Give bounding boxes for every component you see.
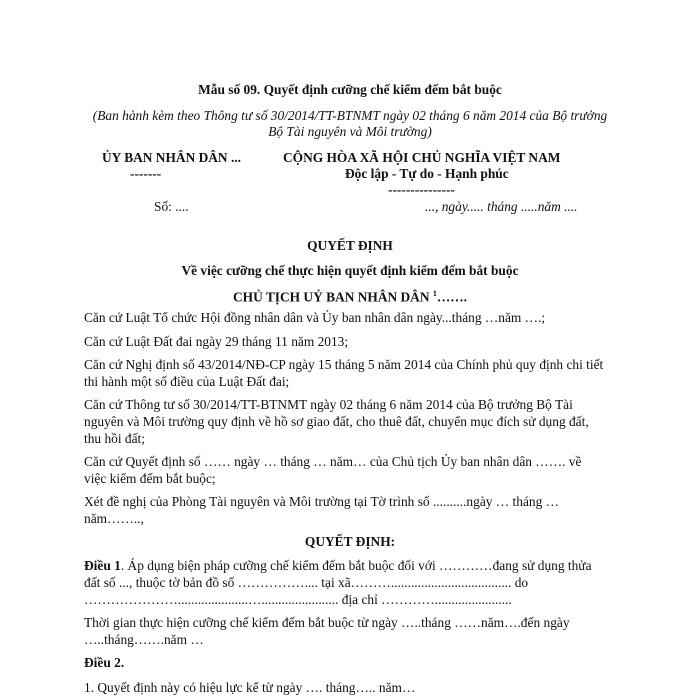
article-1-line-2: đất số ..., thuộc tờ bản đồ số …………….... tại xã……….................................... do — [84, 575, 529, 590]
chairman-title: CHỦ TỊCH UỶ BAN NHÂN DÂN — [232, 289, 430, 305]
basis-line: nguyên và Môi trường quy định về hồ sơ giao đất, cho thuê đất, chuyển mục đích sử dụng đất, — [84, 414, 589, 429]
article-1-time-line-1: Thời gian thực hiện cưỡng chế kiểm đếm bắt buộc từ ngày …..tháng ……năm….đến ngày — [84, 615, 570, 630]
date-line: ..., ngày..... tháng .....năm .... — [425, 199, 578, 214]
article-1-text: . Áp dụng biện pháp cưỡng chế kiểm đếm bắt buộc đối với …………đang sử dụng thửa — [120, 558, 592, 573]
chairman-tail: ……. — [436, 289, 468, 305]
basis-line: Căn cứ Quyết định số …… ngày … tháng … năm… của Chủ tịch Ủy ban nhân dân ……. về — [84, 454, 582, 469]
article-2-item-1: 1. Quyết định này có hiệu lực kể từ ngày …. tháng….. năm… — [84, 680, 416, 695]
chairman-footnote-mark: 1 — [432, 289, 437, 298]
decision-title: QUYẾT ĐỊNH — [307, 238, 393, 253]
basis-line: thu hồi đất; — [84, 431, 145, 446]
authority-name: ỦY BAN NHÂN DÂN ... — [102, 150, 241, 165]
motto-rule: --------------- — [388, 182, 455, 197]
issued-note-line-1: (Ban hành kèm theo Thông tư số 30/2014/TT-BTNMT ngày 02 tháng 6 năm 2014 của Bộ trưởng — [92, 108, 608, 123]
chairman-heading — [0, 286, 700, 305]
issued-note-line-2: Bộ Tài nguyên và Môi trường) — [268, 124, 432, 139]
decision-subject: Về việc cưỡng chế thực hiện quyết định kiểm đếm bắt buộc — [181, 263, 519, 278]
country-name: CỘNG HÒA XÃ HỘI CHỦ NGHĨA VIỆT NAM — [283, 150, 561, 165]
basis-line: Căn cứ Nghị định số 43/2014/NĐ-CP ngày 15 tháng 5 năm 2014 của Chính phủ quy định chi tiết — [84, 357, 604, 372]
basis-line: việc kiểm đếm bắt buộc; — [84, 471, 216, 486]
basis-line: thi hành một số điều của Luật Đất đai; — [84, 374, 290, 389]
article-1-time-line-2: …..tháng…….năm … — [84, 632, 204, 647]
basis-line: Căn cứ Thông tư số 30/2014/TT-BTNMT ngày 02 tháng 6 năm 2014 của Bộ trưởng Bộ Tài — [84, 397, 573, 412]
decides-heading: QUYẾT ĐỊNH: — [304, 534, 396, 549]
basis-line: Căn cứ Luật Đất đai ngày 29 tháng 11 năm 2013; — [84, 334, 349, 349]
authority-rule: ------- — [130, 166, 162, 181]
article-1-line-1 — [84, 558, 592, 574]
article-2-label: Điều 2. — [84, 655, 125, 670]
basis-line: năm…….., — [84, 511, 144, 526]
document-number: Số: .... — [154, 199, 189, 214]
form-title: Mẫu số 09. Quyết định cưỡng chế kiểm đếm bắt buộc — [198, 82, 502, 97]
motto: Độc lập - Tự do - Hạnh phúc — [345, 166, 509, 181]
article-1-line-3: ………………….....................…....................... địa chỉ …………....................... — [84, 592, 512, 607]
basis-line: Căn cứ Luật Tổ chức Hội đồng nhân dân và Ủy ban nhân dân ngày...tháng …năm ….; — [84, 310, 546, 325]
article-1-label: Điều 1 — [84, 558, 121, 573]
basis-line: Xét đề nghị của Phòng Tài nguyên và Môi trường tại Tờ trình số ..........ngày … tháng … — [84, 494, 560, 509]
